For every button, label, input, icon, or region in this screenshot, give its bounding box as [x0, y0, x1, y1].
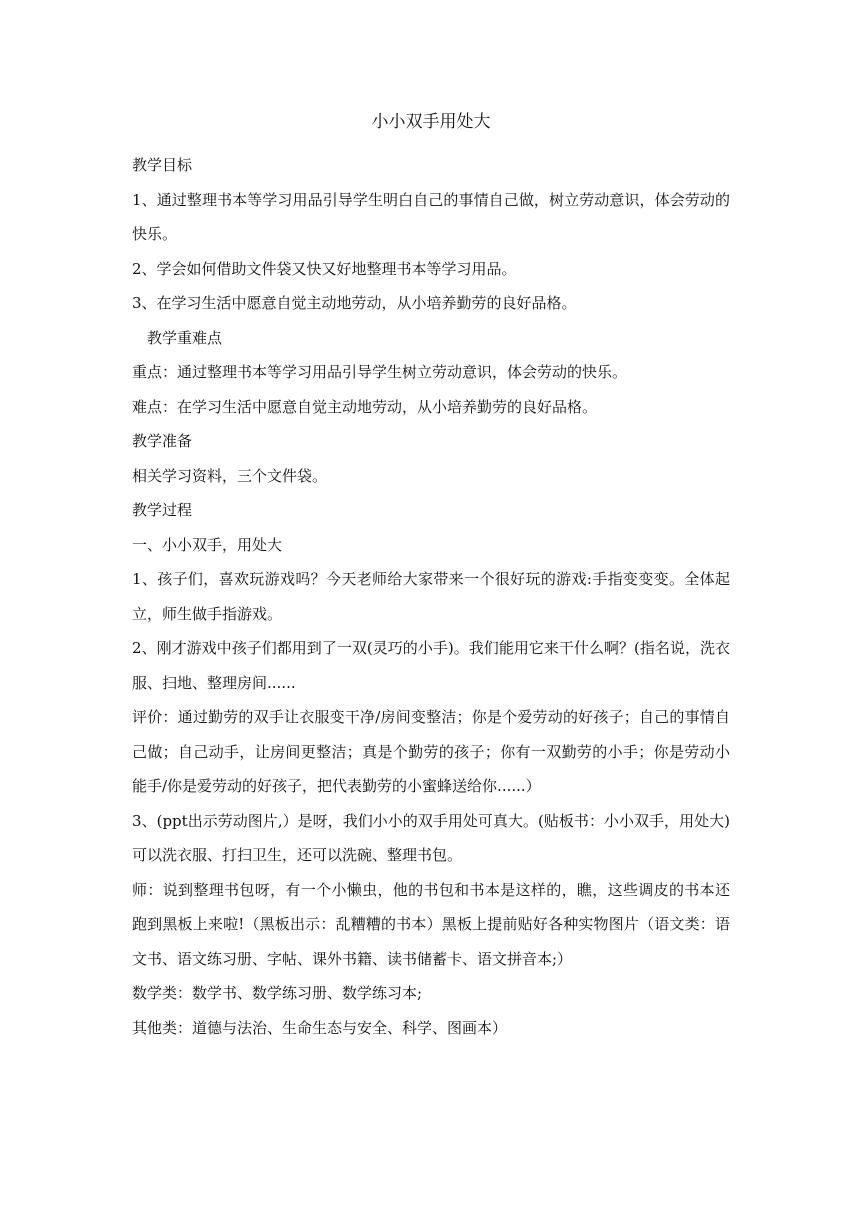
other-category: 其他类：道德与法治、生命生态与安全、科学、图画本）	[132, 1018, 508, 1037]
evaluation-text: 评价：通过勤劳的双手让衣服变干净/房间变整洁；你是个爱劳动的好孩子；自己的事情自己做；自己动手，让房间更整洁；真是个勤劳的孩子；你有一双勤劳的小手；你是劳动小能手/你是爱劳动的好孩子，把代表勤劳的小蜜蜂送给你......）	[132, 708, 730, 795]
preparation-text: 相关学习资料，三个文件袋。	[132, 466, 328, 485]
process-step-1: 1、孩子们，喜欢玩游戏吗？今天老师给大家带来一个很好玩的游戏:手指变变变。全体起立，师生做手指游戏。	[132, 570, 730, 623]
section-1-heading: 一、小小双手，用处大	[132, 535, 283, 554]
document-title: 小小双手用处大	[371, 112, 491, 132]
math-category: 数学类：数学书、数学练习册、数学练习本;	[132, 984, 423, 1002]
heading-objectives: 教学目标	[132, 156, 193, 174]
process-step-2: 2、刚才游戏中孩子们都用到了一双(灵巧的小手)。我们能用它来干什么啊？(指名说，洗衣服、扫地、整理房间......	[132, 639, 730, 692]
heading-key-points: 教学重难点	[147, 328, 223, 347]
difficult-point: 难点：在学习生活中愿意自觉主动地劳动，从小培养勤劳的良好品格。	[132, 397, 598, 416]
document-page	[132, 108, 730, 1045]
key-point: 重点：通过整理书本等学习用品引导学生树立劳动意识，体会劳动的快乐。	[132, 363, 628, 381]
objective-1: 1、通过整理书本等学习用品引导学生明白自己的事情自己做，树立劳动意识，体会劳动的快乐。	[132, 190, 730, 243]
teacher-text: 师：说到整理书包呀，有一个小懒虫，他的书包和书本是这样的，瞧，这些调皮的书本还跑到黑板上来啦!（黑板出示：乱糟糟的书本）黑板上提前贴好各种实物图片（语文类：语文书、语文练习册、字帖、课外书籍、读书储蓄卡、语文拼音本;）	[132, 880, 730, 968]
objective-3: 3、在学习生活中愿意自觉主动地劳动，从小培养勤劳的良好品格。	[132, 294, 577, 312]
objective-2: 2、学会如何借助文件袋又快又好地整理书本等学习用品。	[132, 259, 517, 278]
process-step-3: 3、(ppt出示劳动图片,）是呀，我们小小的双手用处可真大。(贴板书：小小双手，用处大)可以洗衣服、打扫卫生，还可以洗碗、整理书包。	[132, 811, 730, 864]
heading-process: 教学过程	[132, 501, 193, 519]
heading-preparation: 教学准备	[132, 432, 193, 450]
